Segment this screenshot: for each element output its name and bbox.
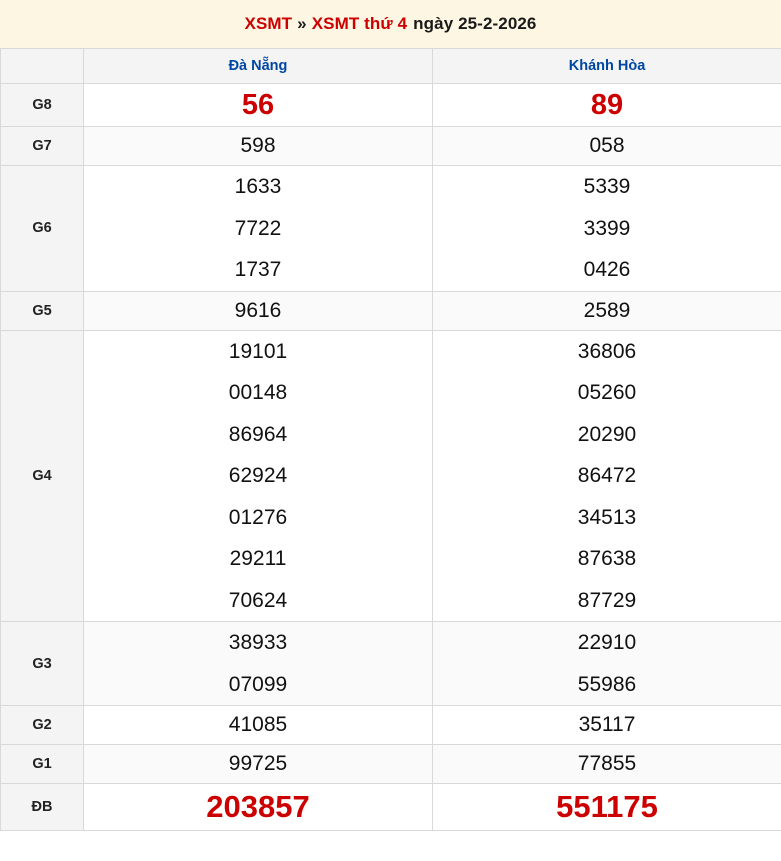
number-value: 41085: [228, 713, 288, 736]
number-value: 89: [590, 89, 624, 121]
number-value: 34513: [577, 505, 637, 529]
prize-label: G2: [1, 706, 84, 745]
khanhhoa-numbers: [433, 745, 781, 784]
danang-numbers: [84, 84, 433, 127]
prize-label: ĐB: [1, 784, 84, 831]
number-value: 3399: [583, 216, 631, 240]
table-row: [1, 330, 781, 622]
danang-numbers: [84, 784, 433, 831]
khanhhoa-numbers: [433, 291, 781, 330]
table-row: [1, 622, 781, 706]
prize-label: G6: [1, 166, 84, 292]
table-row: [1, 706, 781, 745]
table-row: [1, 745, 781, 784]
khanhhoa-numbers: [433, 706, 781, 745]
region-link[interactable]: XSMT: [244, 14, 293, 33]
table-row: [1, 291, 781, 330]
danang-numbers: [84, 166, 433, 292]
table-body: [1, 84, 781, 831]
number-value: 1633: [234, 175, 282, 198]
results-table: [0, 48, 781, 831]
prize-label: G8: [1, 84, 84, 127]
number-value: 1737: [234, 258, 282, 281]
number-value: 05260: [577, 381, 637, 404]
khanhhoa-numbers: [433, 330, 781, 622]
column-header-danang: Đà Nẵng: [84, 49, 433, 84]
breadcrumb-separator: »: [297, 14, 307, 33]
number-value: 86472: [577, 464, 637, 487]
number-value: 2589: [583, 298, 631, 322]
number-value: 00148: [228, 381, 288, 404]
prize-label: G5: [1, 291, 84, 330]
number-value: 9616: [234, 298, 282, 322]
table-header-row: [1, 49, 781, 84]
number-value: 20290: [577, 422, 637, 446]
number-value: 551175: [556, 789, 658, 824]
prize-label: G3: [1, 622, 84, 706]
number-value: 22910: [577, 631, 637, 654]
danang-numbers: [84, 622, 433, 706]
number-value: 86964: [228, 422, 288, 446]
khanhhoa-numbers: [433, 784, 781, 831]
danang-numbers: [84, 330, 433, 622]
number-value: 01276: [228, 505, 288, 529]
number-value: 62924: [228, 464, 288, 487]
number-value: 99725: [228, 752, 288, 775]
danang-numbers: [84, 745, 433, 784]
day-link[interactable]: XSMT thứ 4: [311, 14, 408, 33]
number-value: 07099: [228, 672, 288, 696]
danang-numbers: [84, 127, 433, 166]
column-header-khanhhoa: Khánh Hòa: [433, 49, 781, 84]
number-value: 0426: [583, 258, 631, 281]
table-head: [1, 49, 781, 84]
number-value: 77855: [577, 752, 637, 775]
result-date: ngày 25-2-2026: [413, 14, 537, 33]
number-value: 55986: [577, 672, 637, 696]
prize-label: G1: [1, 745, 84, 784]
khanhhoa-numbers: [433, 84, 781, 127]
column-header-prize: [1, 49, 84, 84]
prize-label: G7: [1, 127, 84, 166]
table-row: [1, 784, 781, 831]
prize-label: G4: [1, 330, 84, 622]
number-value: 5339: [583, 175, 631, 198]
number-value: 70624: [228, 588, 288, 612]
khanhhoa-numbers: [433, 166, 781, 292]
number-value: 7722: [234, 216, 282, 240]
number-value: 35117: [578, 713, 636, 736]
number-value: 058: [589, 134, 625, 157]
number-value: 29211: [229, 547, 287, 570]
number-value: 203857: [206, 789, 310, 824]
danang-numbers: [84, 291, 433, 330]
page-header: [0, 0, 781, 48]
number-value: 36806: [577, 339, 637, 363]
table-row: [1, 127, 781, 166]
number-value: 87638: [577, 547, 637, 570]
number-value: 19101: [228, 339, 288, 363]
table-row: [1, 84, 781, 127]
khanhhoa-numbers: [433, 127, 781, 166]
number-value: 598: [240, 134, 276, 157]
table-row: [1, 166, 781, 292]
danang-numbers: [84, 706, 433, 745]
khanhhoa-numbers: [433, 622, 781, 706]
number-value: 38933: [228, 631, 288, 654]
number-value: 87729: [577, 588, 637, 612]
number-value: 56: [241, 89, 275, 121]
